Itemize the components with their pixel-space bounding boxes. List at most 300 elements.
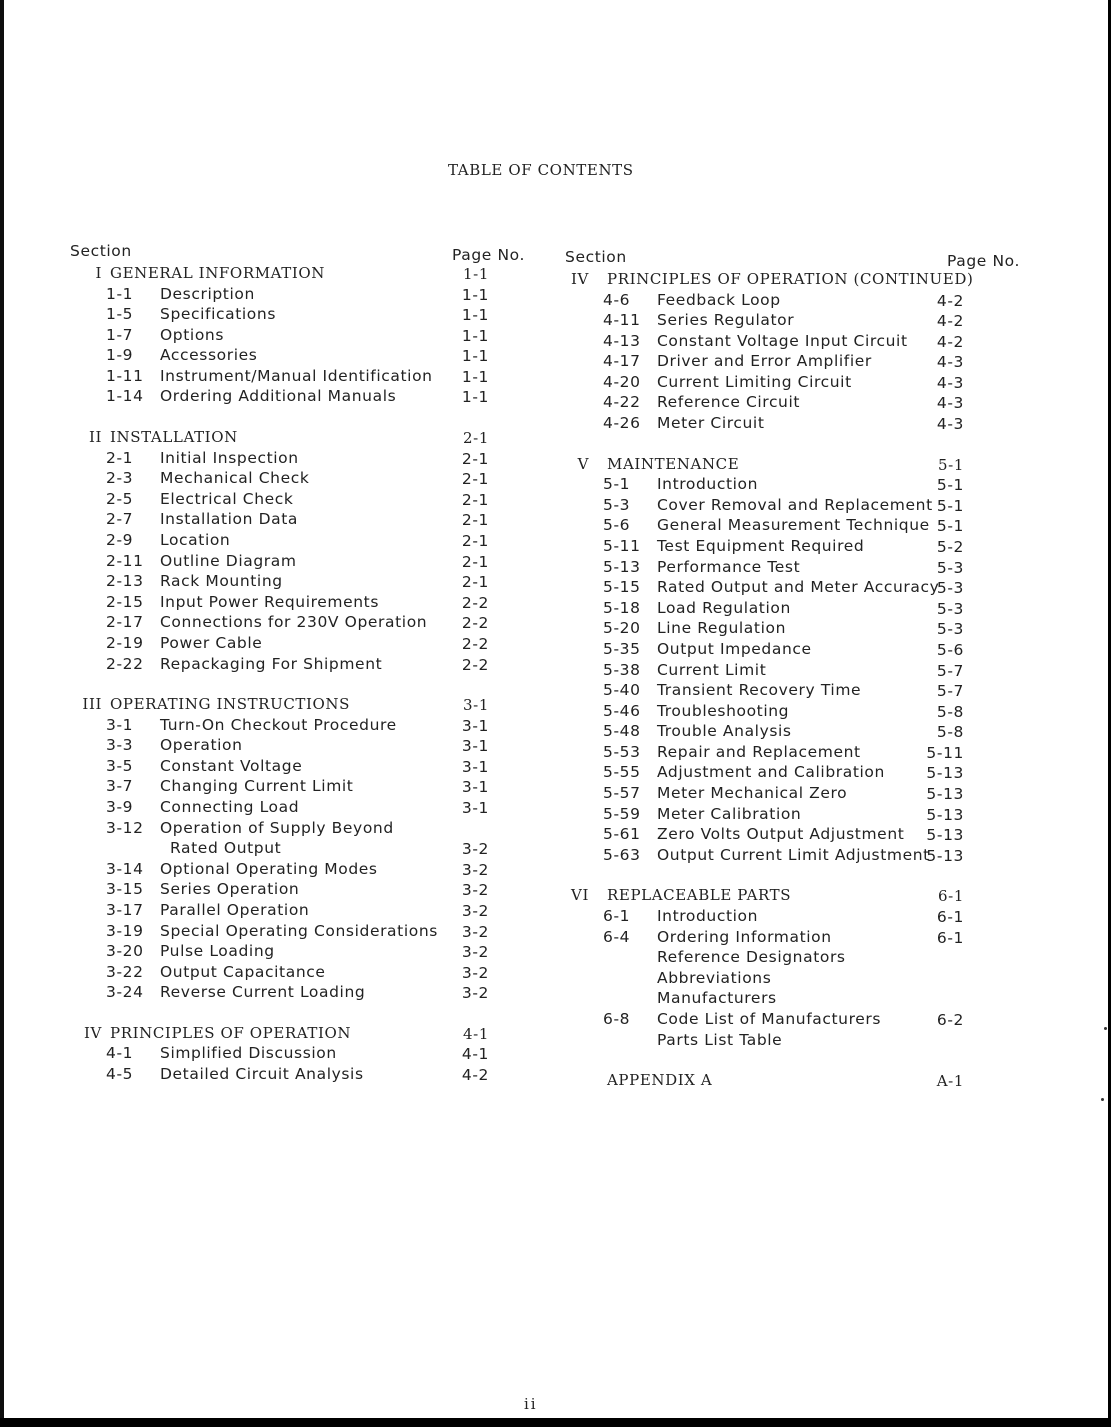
entry-number: 3-17 bbox=[106, 900, 144, 919]
entry-label: Parts List Table bbox=[657, 1030, 783, 1049]
entry-page: 5-3 bbox=[936, 620, 964, 639]
toc-entry bbox=[565, 516, 1020, 537]
entry-page: 3-2 bbox=[461, 984, 489, 1003]
entry-page: 3-1 bbox=[461, 778, 489, 797]
entry-label: Changing Current Limit bbox=[160, 777, 354, 796]
entry-number: 5-46 bbox=[603, 701, 641, 720]
entry-number: 2-1 bbox=[106, 448, 134, 467]
toc-entry bbox=[70, 860, 525, 881]
entry-label: INSTALLATION bbox=[110, 428, 238, 447]
entry-label: Abbreviations bbox=[657, 968, 772, 987]
entry-label: Introduction bbox=[657, 475, 759, 494]
entry-number: 1-7 bbox=[106, 325, 134, 344]
toc-section-heading bbox=[70, 1024, 525, 1045]
entry-page: 5-1 bbox=[936, 496, 964, 515]
entry-number: 2-13 bbox=[106, 572, 144, 591]
entry-page: 2-1 bbox=[461, 552, 489, 571]
entry-label: Meter Circuit bbox=[657, 414, 765, 433]
toc-section-heading bbox=[565, 1071, 1020, 1092]
entry-number: 5-48 bbox=[603, 722, 641, 741]
entry-label: Manufacturers bbox=[657, 989, 777, 1008]
toc-section-heading bbox=[70, 264, 525, 285]
entry-page: 4-2 bbox=[936, 312, 964, 331]
toc-entry bbox=[565, 578, 1020, 599]
toc-entry bbox=[70, 880, 525, 901]
entry-number: 2-7 bbox=[106, 510, 134, 529]
entry-page: 5-3 bbox=[936, 579, 964, 598]
entry-label: Power Cable bbox=[160, 633, 263, 652]
toc-entry bbox=[565, 825, 1020, 846]
entry-label: PRINCIPLES OF OPERATION (CONTINUED) bbox=[607, 270, 974, 288]
toc-section-heading bbox=[565, 270, 1020, 291]
toc-entry bbox=[565, 640, 1020, 661]
entry-page: 6-1 bbox=[936, 928, 964, 947]
toc-entry bbox=[70, 922, 525, 943]
entry-page: 4-3 bbox=[936, 373, 964, 392]
toc-section-heading bbox=[565, 455, 1020, 476]
entry-number: 6-4 bbox=[603, 927, 631, 946]
entry-label: Performance Test bbox=[657, 557, 801, 576]
entry-number: 1-11 bbox=[106, 366, 144, 385]
entry-number: 5-63 bbox=[603, 845, 641, 864]
entry-label: Zero Volts Output Adjustment bbox=[657, 825, 905, 844]
entry-label: Constant Voltage Input Circuit bbox=[657, 331, 908, 350]
entry-page: 5-13 bbox=[926, 785, 964, 804]
entry-label: Connecting Load bbox=[160, 797, 300, 816]
entry-page: 5-8 bbox=[936, 702, 964, 721]
entry-page: 4-2 bbox=[461, 1066, 489, 1084]
toc-entry bbox=[70, 552, 525, 573]
entry-page: 4-3 bbox=[936, 353, 964, 372]
entry-number: 3-20 bbox=[106, 942, 144, 961]
toc-entry bbox=[565, 291, 1020, 312]
entry-label: Current Limit bbox=[657, 660, 767, 679]
entry-number: 4-11 bbox=[603, 311, 641, 330]
entry-label: APPENDIX A bbox=[607, 1071, 713, 1090]
entry-page: 3-2 bbox=[461, 860, 489, 879]
entry-page: 4-1 bbox=[463, 1024, 489, 1043]
entry-page: 5-1 bbox=[936, 517, 964, 536]
entry-page: 4-2 bbox=[936, 291, 964, 310]
entry-label: Feedback Loop bbox=[657, 290, 781, 309]
entry-page: 3-2 bbox=[461, 963, 489, 982]
entry-number: 5-6 bbox=[603, 516, 631, 535]
toc-entry bbox=[70, 593, 525, 614]
toc-entry bbox=[70, 531, 525, 552]
entry-label: Operation bbox=[160, 736, 243, 755]
toc-entry bbox=[565, 681, 1020, 702]
entry-page: 4-3 bbox=[936, 394, 964, 413]
toc-left-entries bbox=[70, 264, 525, 1086]
toc-entry bbox=[565, 352, 1020, 373]
entry-label: Rack Mounting bbox=[160, 572, 283, 591]
spacer bbox=[565, 435, 1020, 455]
entry-label: Reverse Current Loading bbox=[160, 983, 366, 1002]
entry-label: Detailed Circuit Analysis bbox=[160, 1065, 364, 1083]
entry-page: 4-2 bbox=[936, 332, 964, 351]
entry-label: Parallel Operation bbox=[160, 900, 310, 919]
spacer bbox=[70, 408, 525, 428]
toc-entry bbox=[70, 983, 525, 1004]
entry-page: 3-2 bbox=[461, 922, 489, 941]
entry-number: 2-17 bbox=[106, 613, 144, 632]
toc-entry bbox=[70, 634, 525, 655]
entry-label: Location bbox=[160, 530, 231, 549]
toc-header bbox=[70, 242, 525, 264]
toc-entry bbox=[70, 387, 525, 408]
entry-page: 3-1 bbox=[461, 737, 489, 756]
page-no-header: Page No. bbox=[947, 252, 1020, 270]
entry-page: 4-1 bbox=[461, 1045, 489, 1064]
entry-number: IV bbox=[571, 270, 589, 288]
toc-right-column bbox=[565, 248, 1020, 1092]
spacer bbox=[70, 1004, 525, 1024]
entry-label: Optional Operating Modes bbox=[160, 859, 378, 878]
section-header: Section bbox=[565, 248, 627, 266]
entry-number: 3-1 bbox=[106, 715, 134, 734]
toc-entry bbox=[565, 332, 1020, 353]
entry-label: Rated Output and Meter Accuracy bbox=[657, 578, 940, 597]
toc-entry bbox=[565, 805, 1020, 826]
entry-page: 2-1 bbox=[461, 531, 489, 550]
entry-label: Output Impedance bbox=[657, 639, 812, 658]
entry-number: 5-13 bbox=[603, 557, 641, 576]
toc-entry bbox=[70, 449, 525, 470]
toc-entry bbox=[565, 743, 1020, 764]
entry-page: 5-2 bbox=[936, 537, 964, 556]
entry-label: Ordering Additional Manuals bbox=[160, 387, 397, 406]
entry-number: 3-19 bbox=[106, 921, 144, 940]
entry-page: 1-1 bbox=[461, 306, 489, 325]
toc-entry bbox=[70, 1065, 525, 1086]
page-title: TABLE OF CONTENTS bbox=[448, 161, 634, 179]
entry-label: Output Capacitance bbox=[160, 962, 326, 981]
entry-page: 2-1 bbox=[461, 573, 489, 592]
entry-page: 2-2 bbox=[461, 655, 489, 674]
entry-page: 3-1 bbox=[461, 798, 489, 817]
toc-entry bbox=[70, 901, 525, 922]
entry-page: 5-7 bbox=[936, 682, 964, 701]
toc-entry bbox=[70, 305, 525, 326]
entry-label: Reference Designators bbox=[657, 948, 846, 967]
entry-label: Reference Circuit bbox=[657, 393, 801, 412]
entry-label: Adjustment and Calibration bbox=[657, 763, 885, 782]
toc-entry bbox=[565, 989, 1020, 1010]
entry-page: 3-2 bbox=[461, 901, 489, 920]
toc-entry bbox=[565, 948, 1020, 969]
entry-page: 5-13 bbox=[926, 826, 964, 845]
entry-number: 5-20 bbox=[603, 619, 641, 638]
entry-number: 3-12 bbox=[106, 818, 144, 837]
entry-page: 5-6 bbox=[936, 640, 964, 659]
entry-number: 4-13 bbox=[603, 331, 641, 350]
toc-entry bbox=[70, 716, 525, 737]
entry-number: 5-40 bbox=[603, 681, 641, 700]
entry-number: IV bbox=[84, 1023, 102, 1042]
entry-number: 5-53 bbox=[603, 742, 641, 761]
toc-entry bbox=[565, 414, 1020, 435]
entry-number: 3-5 bbox=[106, 756, 134, 775]
entry-number: V bbox=[577, 454, 589, 473]
entry-number: 5-18 bbox=[603, 598, 641, 617]
toc-entry bbox=[565, 661, 1020, 682]
entry-number: VI bbox=[571, 886, 589, 905]
entry-label: Input Power Requirements bbox=[160, 592, 380, 611]
entry-page: 1-1 bbox=[461, 326, 489, 345]
spacer bbox=[565, 1051, 1020, 1071]
toc-entry bbox=[70, 367, 525, 388]
entry-number: 1-1 bbox=[106, 284, 134, 303]
entry-label: Trouble Analysis bbox=[657, 722, 792, 741]
toc-right-entries bbox=[565, 270, 1020, 1092]
toc-entry bbox=[565, 969, 1020, 990]
toc-entry bbox=[565, 763, 1020, 784]
entry-page: 2-2 bbox=[461, 593, 489, 612]
entry-label: Connections for 230V Operation bbox=[160, 613, 428, 632]
entry-label: Description bbox=[160, 284, 255, 303]
entry-number: 1-5 bbox=[106, 305, 134, 324]
entry-label: Special Operating Considerations bbox=[160, 921, 438, 940]
entry-label: GENERAL INFORMATION bbox=[110, 264, 326, 282]
toc-entry bbox=[70, 469, 525, 490]
toc-left-column bbox=[70, 242, 525, 1086]
toc-entry bbox=[565, 907, 1020, 928]
entry-number: 3-3 bbox=[106, 736, 134, 755]
entry-label: Repair and Replacement bbox=[657, 742, 861, 761]
entry-label: Output Current Limit Adjustment bbox=[657, 845, 930, 864]
entry-label: General Measurement Technique bbox=[657, 516, 930, 535]
spacer bbox=[565, 866, 1020, 886]
toc-entry bbox=[565, 928, 1020, 949]
entry-number: 5-55 bbox=[603, 763, 641, 782]
entry-page: 6-1 bbox=[938, 887, 964, 906]
toc-entry bbox=[565, 558, 1020, 579]
entry-label: REPLACEABLE PARTS bbox=[607, 886, 792, 905]
entry-label: Operation of Supply Beyond bbox=[160, 818, 394, 837]
entry-number: 3-7 bbox=[106, 777, 134, 796]
entry-page: 2-1 bbox=[463, 429, 489, 448]
entry-label: Pulse Loading bbox=[160, 942, 275, 961]
entry-label: Turn-On Checkout Procedure bbox=[160, 715, 397, 734]
toc-header bbox=[565, 248, 1020, 270]
entry-number: III bbox=[82, 695, 102, 714]
entry-number: 5-3 bbox=[603, 495, 631, 514]
entry-label: Options bbox=[160, 325, 225, 344]
entry-number: 5-57 bbox=[603, 784, 641, 803]
entry-number: 5-61 bbox=[603, 825, 641, 844]
entry-page: 5-13 bbox=[926, 846, 964, 865]
entry-label: Series Regulator bbox=[657, 311, 795, 330]
toc-entry bbox=[70, 613, 525, 634]
entry-number: 2-22 bbox=[106, 654, 144, 673]
toc-entry bbox=[565, 702, 1020, 723]
entry-label: Constant Voltage bbox=[160, 756, 303, 775]
toc-section-heading bbox=[70, 428, 525, 449]
entry-label: Load Regulation bbox=[657, 598, 791, 617]
entry-number: 6-1 bbox=[603, 906, 631, 925]
entry-page: 3-2 bbox=[461, 881, 489, 900]
entry-label: Accessories bbox=[160, 346, 258, 365]
entry-label: Specifications bbox=[160, 305, 276, 324]
entry-number: 2-15 bbox=[106, 592, 144, 611]
entry-number: 3-24 bbox=[106, 983, 144, 1002]
entry-label: Introduction bbox=[657, 906, 759, 925]
entry-label: PRINCIPLES OF OPERATION bbox=[110, 1023, 352, 1042]
toc-entry bbox=[70, 777, 525, 798]
entry-label: Test Equipment Required bbox=[657, 536, 865, 555]
entry-number: 5-38 bbox=[603, 660, 641, 679]
entry-label: Rated Output bbox=[170, 839, 282, 858]
entry-number: 3-22 bbox=[106, 962, 144, 981]
scan-speck bbox=[1101, 1098, 1104, 1101]
entry-label: Mechanical Check bbox=[160, 469, 310, 488]
entry-page: 5-11 bbox=[926, 743, 964, 762]
entry-page: 5-1 bbox=[938, 455, 964, 474]
entry-label: Line Regulation bbox=[657, 619, 786, 638]
toc-entry bbox=[565, 393, 1020, 414]
entry-page: 1-1 bbox=[461, 285, 489, 304]
entry-page: 1-1 bbox=[461, 367, 489, 386]
toc-entry bbox=[70, 285, 525, 306]
entry-page: 2-1 bbox=[461, 449, 489, 468]
entry-number: 5-11 bbox=[603, 536, 641, 555]
entry-page: 5-7 bbox=[936, 661, 964, 680]
entry-page: 2-2 bbox=[461, 614, 489, 633]
toc-entry bbox=[70, 839, 525, 860]
toc-entry bbox=[70, 942, 525, 963]
entry-number: 4-17 bbox=[603, 352, 641, 371]
entry-label: Meter Mechanical Zero bbox=[657, 784, 848, 803]
entry-page: 5-13 bbox=[926, 805, 964, 824]
toc-section-heading bbox=[70, 695, 525, 716]
entry-label: Electrical Check bbox=[160, 489, 294, 508]
entry-label: OPERATING INSTRUCTIONS bbox=[110, 695, 351, 714]
entry-page: 6-1 bbox=[936, 907, 964, 926]
entry-number: 1-9 bbox=[106, 346, 134, 365]
entry-label: Ordering Information bbox=[657, 927, 832, 946]
entry-number: 6-8 bbox=[603, 1009, 631, 1028]
toc-entry bbox=[565, 373, 1020, 394]
entry-number: 4-22 bbox=[603, 393, 641, 412]
toc-entry bbox=[70, 757, 525, 778]
entry-page: 5-3 bbox=[936, 599, 964, 618]
toc-entry bbox=[70, 572, 525, 593]
entry-number: 2-5 bbox=[106, 489, 134, 508]
toc-entry bbox=[70, 490, 525, 511]
entry-page: 2-1 bbox=[461, 470, 489, 489]
toc-entry bbox=[70, 655, 525, 676]
entry-page: 4-3 bbox=[936, 415, 964, 434]
entry-number: 4-6 bbox=[603, 290, 631, 309]
toc-entry bbox=[70, 736, 525, 757]
scan-speck bbox=[1104, 1027, 1107, 1030]
toc-entry bbox=[565, 311, 1020, 332]
entry-number: 4-20 bbox=[603, 372, 641, 391]
entry-page: A-1 bbox=[936, 1072, 964, 1091]
entry-label: MAINTENANCE bbox=[607, 454, 740, 473]
toc-entry bbox=[565, 537, 1020, 558]
entry-page: 3-1 bbox=[461, 716, 489, 735]
toc-entry bbox=[565, 722, 1020, 743]
entry-label: Simplified Discussion bbox=[160, 1044, 337, 1063]
toc-entry bbox=[70, 1044, 525, 1065]
entry-page: 3-2 bbox=[461, 840, 489, 859]
toc-entry bbox=[565, 475, 1020, 496]
entry-label: Cover Removal and Replacement bbox=[657, 495, 933, 514]
toc-entry bbox=[70, 798, 525, 819]
toc-entry bbox=[565, 599, 1020, 620]
entry-label: Meter Calibration bbox=[657, 804, 802, 823]
toc-entry bbox=[70, 819, 525, 840]
entry-number: I bbox=[95, 264, 102, 282]
entry-page: 5-3 bbox=[936, 558, 964, 577]
entry-page: 2-1 bbox=[461, 511, 489, 530]
toc-section-heading bbox=[565, 886, 1020, 907]
entry-number: 2-19 bbox=[106, 633, 144, 652]
entry-number: 2-3 bbox=[106, 469, 134, 488]
entry-page: 3-1 bbox=[461, 757, 489, 776]
entry-number: 3-15 bbox=[106, 880, 144, 899]
toc-entry bbox=[565, 784, 1020, 805]
entry-number: 4-26 bbox=[603, 414, 641, 433]
toc-entry bbox=[565, 846, 1020, 867]
entry-page: 1-1 bbox=[461, 388, 489, 407]
entry-page: 3-2 bbox=[461, 943, 489, 962]
toc-entry bbox=[70, 963, 525, 984]
entry-number: 5-1 bbox=[603, 475, 631, 494]
spacer bbox=[70, 675, 525, 695]
entry-page: 2-1 bbox=[461, 490, 489, 509]
entry-label: Code List of Manufacturers bbox=[657, 1009, 882, 1028]
entry-label: Transient Recovery Time bbox=[657, 681, 862, 700]
entry-number: 2-11 bbox=[106, 551, 144, 570]
entry-label: Initial Inspection bbox=[160, 448, 299, 467]
entry-label: Installation Data bbox=[160, 510, 298, 529]
entry-number: 4-5 bbox=[106, 1065, 134, 1083]
toc-entry bbox=[70, 510, 525, 531]
toc-entry bbox=[565, 496, 1020, 517]
entry-number: 1-14 bbox=[106, 387, 144, 406]
entry-label: Series Operation bbox=[160, 880, 300, 899]
entry-label: Driver and Error Amplifier bbox=[657, 352, 872, 371]
entry-label: Repackaging For Shipment bbox=[160, 654, 383, 673]
entry-page: 3-1 bbox=[463, 696, 489, 715]
toc-entry bbox=[70, 326, 525, 347]
entry-label: Outline Diagram bbox=[160, 551, 297, 570]
entry-label: Current Limiting Circuit bbox=[657, 372, 852, 391]
entry-page: 2-2 bbox=[461, 634, 489, 653]
entry-page: 5-8 bbox=[936, 723, 964, 742]
toc-entry bbox=[565, 1031, 1020, 1052]
entry-number: 5-15 bbox=[603, 578, 641, 597]
entry-page: 1-1 bbox=[463, 265, 489, 283]
entry-number: 2-9 bbox=[106, 530, 134, 549]
entry-number: 3-14 bbox=[106, 859, 144, 878]
toc-entry bbox=[565, 1010, 1020, 1031]
toc-entry bbox=[70, 346, 525, 367]
entry-number: II bbox=[88, 428, 102, 447]
page-number: ii bbox=[524, 1395, 538, 1413]
entry-page: 5-13 bbox=[926, 764, 964, 783]
entry-page: 5-1 bbox=[936, 476, 964, 495]
toc-entry bbox=[565, 619, 1020, 640]
entry-label: Instrument/Manual Identification bbox=[160, 366, 433, 385]
entry-page: 1-1 bbox=[461, 347, 489, 366]
entry-number: 5-59 bbox=[603, 804, 641, 823]
entry-number: 5-35 bbox=[603, 639, 641, 658]
page-no-header: Page No. bbox=[452, 246, 525, 264]
entry-label: Troubleshooting bbox=[657, 701, 790, 720]
